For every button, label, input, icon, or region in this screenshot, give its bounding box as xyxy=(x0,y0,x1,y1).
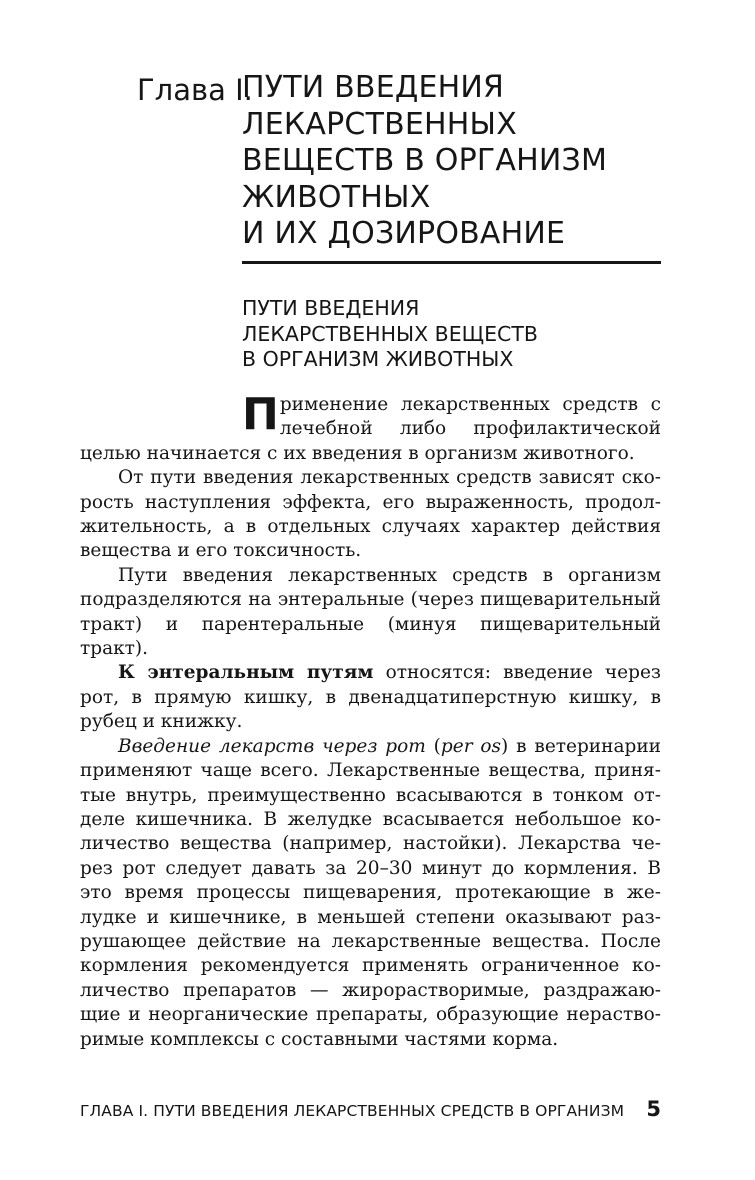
chapter-title-line: ЛЕКАРСТВЕННЫХ xyxy=(242,106,517,142)
page-number: 5 xyxy=(646,1097,661,1121)
paragraph xyxy=(80,564,661,662)
chapter-title-line: ЖИВОТНЫХ xyxy=(242,179,431,215)
paragraph-text: Пути введения лекарственных средств в организм подразделяются на энтеральные (через пищеварительный тракт) и парентеральные (минуя пищеварительный тракт). xyxy=(80,564,661,660)
running-head: ГЛАВА I. ПУТИ ВВЕДЕНИЯ ЛЕКАРСТВЕННЫХ СРЕДСТВ В ОРГАНИЗМ xyxy=(80,1102,625,1120)
italic-term: Введение лекарств через рот xyxy=(118,735,426,757)
chapter-title xyxy=(242,70,682,253)
paragraph xyxy=(80,389,661,466)
body-text xyxy=(80,389,661,1052)
paragraph-text: От пути введения лекарственных средств зависят скорость наступления эффекта, его выраженность, продолжительность, а в отдельных случаях характер действия вещества и его токсичность. xyxy=(80,467,661,562)
section-title xyxy=(242,296,538,373)
paragraph xyxy=(80,735,661,1052)
paragraph xyxy=(80,661,661,734)
chapter-title-line: И ИХ ДОЗИРОВАНИЕ xyxy=(242,216,566,251)
italic-latin: per os xyxy=(440,735,502,757)
paragraph-text: ( xyxy=(425,735,441,757)
bold-term: К энтеральным путям xyxy=(118,662,374,684)
paragraph-text: ) в ветеринарии применяют чаще всего. Лекарственные вещества, принятые внутрь, преимущественно всасываются в тонком отделе кишечника. В желудке всасывается небольшое количество вещества (например, настойки). Лекарства через рот следует давать за 20–30 минут до кормления. В это время процессы пищеварения, протекающие в желудке и кишечнике, в меньшей степени оказывают разрушающее действие на лекарственные вещества. После кормления рекомендуется применять ограниченное количество препаратов — жирорастворимые, раздражающие и неорганические препараты, образующие нерастворимые комплексы с составными частями корма. xyxy=(80,735,661,1050)
section-title-line: ПУТИ ВВЕДЕНИЯ xyxy=(242,296,420,320)
drop-cap: П xyxy=(242,389,279,440)
paragraph-text: относятся: введение через рот, в прямую кишку, в двенадцатиперстную кишку, в рубец и книжку. xyxy=(80,662,661,733)
chapter-title-line: ВЕЩЕСТВ В ОРГАНИЗМ xyxy=(242,143,608,178)
section-title-line: В ОРГАНИЗМ ЖИВОТНЫХ xyxy=(242,347,514,371)
chapter-title-line: ПУТИ ВВЕДЕНИЯ xyxy=(242,70,505,105)
section-title-line: ЛЕКАРСТВЕННЫХ ВЕЩЕСТВ xyxy=(242,321,538,346)
chapter-label: Глава I. xyxy=(137,73,253,107)
paragraph-text: рименение лекарственных средств с лечебной либо профилактической целью начинается с их введения в организм животного. xyxy=(80,394,661,464)
chapter-divider xyxy=(242,261,661,264)
paragraph xyxy=(80,466,661,564)
